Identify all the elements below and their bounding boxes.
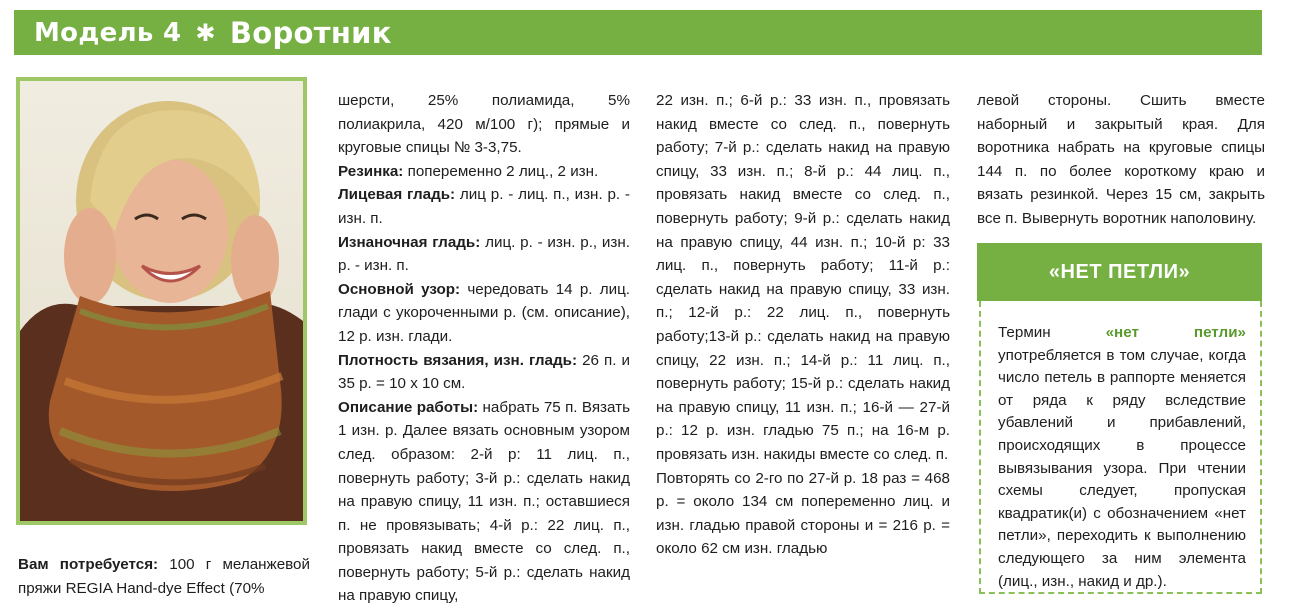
model-photo bbox=[16, 77, 307, 525]
page-title: Воротник bbox=[229, 15, 392, 50]
materials-continued: шерсти, 25% полиамида, 5% полиакрила, 420 м/100 г); прямые и круговые спицы № 3-3,75. bbox=[338, 92, 630, 157]
gauge-label: Плотность вязания, изн. гладь: bbox=[338, 351, 578, 369]
materials-caption bbox=[18, 553, 310, 600]
gauge-paragraph bbox=[338, 349, 630, 396]
sidebar-title: «НЕТ ПЕТЛИ» bbox=[977, 243, 1262, 301]
sidebar-text bbox=[998, 322, 1246, 593]
main-pattern-label: Основной узор: bbox=[338, 280, 461, 298]
work-description-paragraph bbox=[338, 396, 630, 608]
ribbing-paragraph bbox=[338, 160, 630, 184]
main-pattern-paragraph bbox=[338, 278, 630, 349]
sidebar-term: «нет петли» bbox=[1105, 324, 1246, 341]
gauge-text: 26 п. и 35 р. = 10 х 10 см. bbox=[338, 351, 630, 393]
sidebar-text-after: употребляется в том случае, когда число петель в раппорте меняется от ряда к ряду вследствие убавлений и прибавлений, происходящих в процессе вывязывания узора. При чтении схемы следует, пропуская квадратик(и) с обозначением «нет петли», переходить к выполнению следующего за ним элемента (лиц., изн., накид и др.). bbox=[998, 346, 1246, 590]
sidebar-text-before: Термин bbox=[998, 324, 1106, 341]
stockinette-label: Лицевая гладь: bbox=[338, 186, 456, 204]
reverse-stockinette-label: Изнаночная гладь: bbox=[338, 233, 481, 251]
instructions-column-2 bbox=[656, 89, 950, 561]
work-description-label: Описание работы: bbox=[338, 398, 479, 416]
woman-with-collar-illustration bbox=[20, 81, 303, 521]
ribbing-text: попеременно 2 лиц., 2 изн. bbox=[403, 162, 599, 180]
stockinette-text: лиц р. - лиц. п., изн. р. - изн. п. bbox=[338, 186, 630, 227]
ribbing-label: Резинка: bbox=[338, 162, 404, 180]
reverse-stockinette-paragraph bbox=[338, 231, 630, 278]
instructions-column-3 bbox=[977, 89, 1265, 231]
reverse-stockinette-text: лиц. р. - изн. р., изн. р. - изн. п. bbox=[338, 233, 630, 275]
section-header bbox=[14, 10, 1262, 55]
model-label: Модель 4 bbox=[34, 17, 182, 48]
repeat-description: Повторять со 2-го по 27-й р. 18 раз = 468 р. = около 134 см попеременно лиц. и изн. гладью правой стороны и = 216 р. = около 62 см изн. гладью bbox=[656, 469, 950, 558]
work-description-text: набрать 75 п. Вязать 1 изн. р. Далее вязать основным узором след. образом: 2-й р: 11 лиц. п., повернуть работу; 3-й р.: сделать накид на правую спицу, 11 изн. п.; оставшиеся п. не провязывать; 4-й р.: 22 лиц. п., провязать накид вместе со след. п., повернуть работу; 5-й р.: сделать накид на правую спицу, bbox=[338, 398, 631, 605]
instructions-column-1 bbox=[338, 89, 630, 608]
rows-description: 22 изн. п.; 6-й р.: 33 изн. п., провязать накид вместе со след. п., повернуть работу; 7-й р.: сделать накид на правую спицу, 33 изн. п.; 8-й р.: 44 лиц. п., провязать накид вместе со след. п., повернуть работу; 9-й р.: сделать накид на правую спицу, 44 изн. п.; 10-й р: 33 лиц. п., повернуть работу; 11-й р.: сделать накид на правую спицу, 33 изн. п.; 12-й р.: 22 лиц. п., повернуть работу;13-й р.: сделать накид на правую спицу, 22 изн. п.; 14-й р.: 11 лиц. п., повернуть работу; 15-й р.: сделать накид на правую спицу, 11 изн. п.; 16-й — 27-й р.: 12 р. изн. гладью 75 п.; на 16-м р. провязать изн. накиды вместе со след. п. bbox=[656, 92, 950, 463]
materials-text: 100 г меланжевой пряжи REGIA Hand-dye Effect (70% bbox=[18, 556, 310, 597]
stockinette-paragraph bbox=[338, 183, 630, 230]
main-pattern-text: чередовать 14 р. лиц. глади с укороченными р. (см. описание), 12 р. изн. глади. bbox=[338, 280, 630, 345]
materials-label: Вам потребуется: bbox=[18, 556, 159, 573]
finishing-description: левой стороны. Сшить вместе наборный и закрытый края. Для воротника набрать на круговые спицы 144 п. по более короткому краю и вязать резинкой. Через 15 см, закрыть все п. Вывернуть воротник наполовину. bbox=[977, 92, 1265, 227]
star-icon: ✱ bbox=[195, 18, 216, 47]
